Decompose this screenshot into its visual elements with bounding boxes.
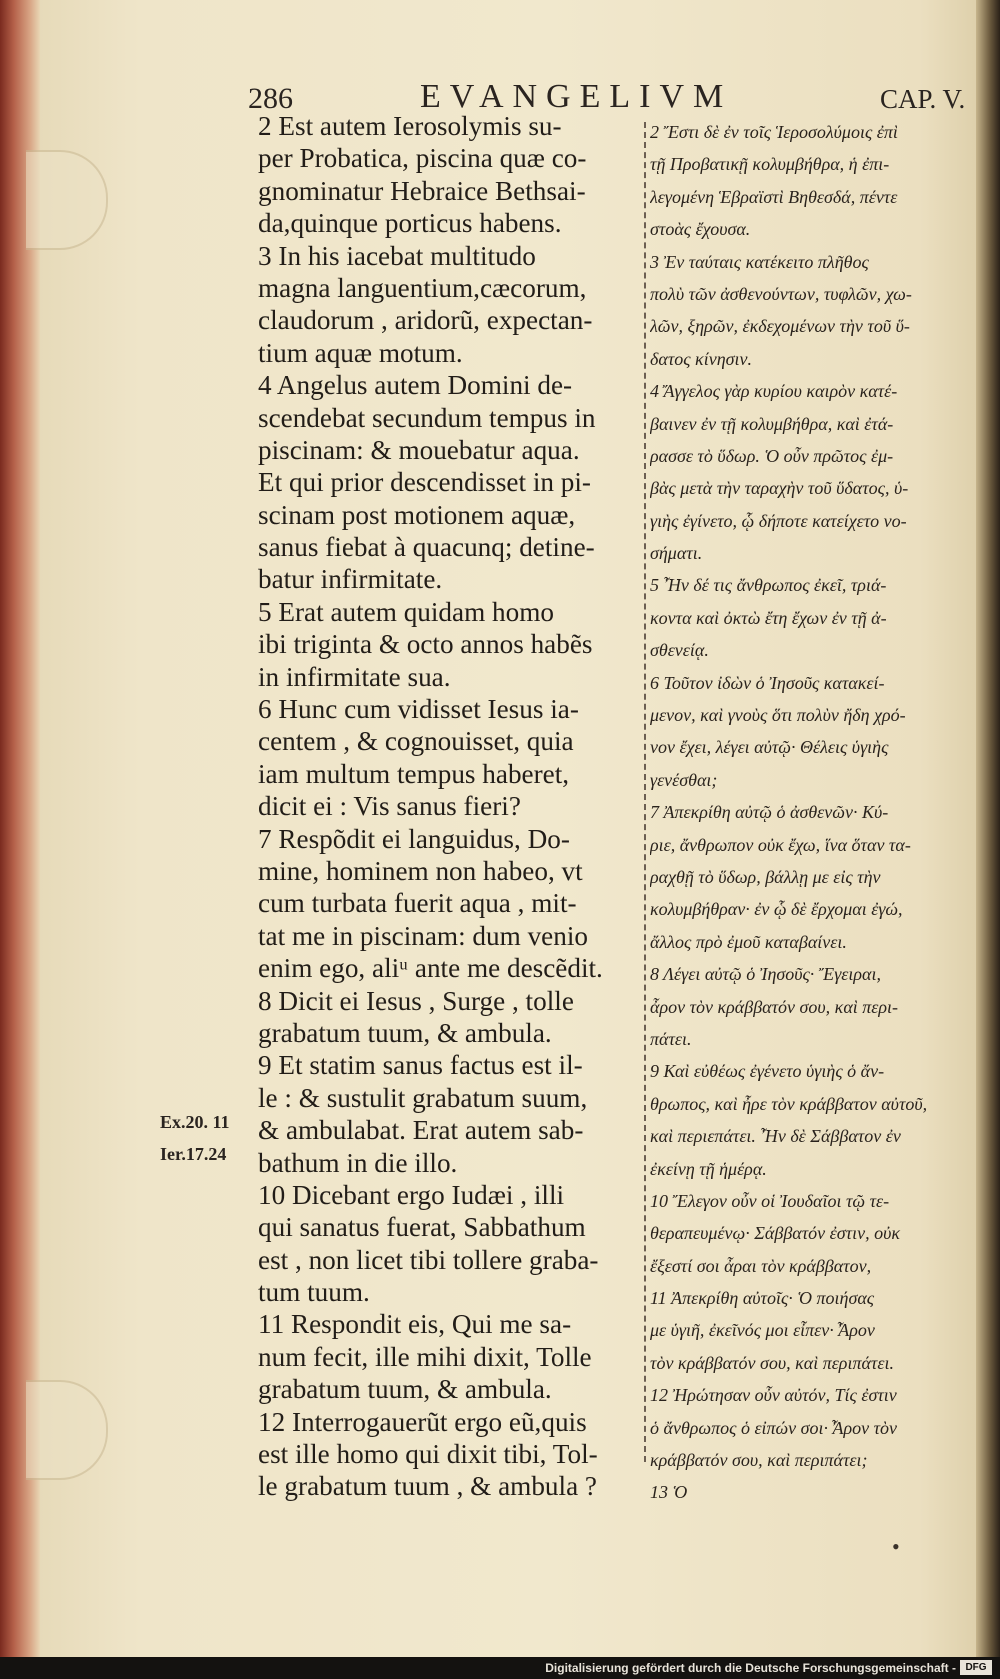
greek-column <box>650 116 965 1509</box>
column-divider <box>644 122 646 1462</box>
greek-text-line: θεραπευμένῳ· Σάββατόν ἐστιν, οὐκ <box>650 1223 900 1244</box>
greek-text-line: δατος κίνησιν. <box>650 348 752 369</box>
latin-text-line: 7 Respõdit ei languidus, Do- <box>258 823 570 854</box>
greek-text-line: με ὑγιῆ, ἐκεῖνός μοι εἶπεν· Ἆρον <box>650 1320 875 1341</box>
latin-text-line: 5 Erat autem quidam homo <box>258 596 554 627</box>
chapter-label: CAP. V. <box>880 84 966 114</box>
greek-text-line: ρασσε τὸ ὕδωρ. Ὁ οὖν πρῶτος ἐμ- <box>650 445 894 466</box>
greek-text-line: ἔξεστί σοι ἆραι τὸν κράββατον, <box>650 1255 872 1276</box>
page-tab-shadow <box>26 1380 108 1480</box>
greek-text-line: ὁ ἄνθρωπος ὁ εἰπών σοι· Ἆρον τὸν <box>650 1417 898 1438</box>
greek-text-line: ἐκείνῃ τῇ ἡμέρᾳ. <box>650 1158 767 1179</box>
latin-text-line: qui sanatus fuerat, Sabbathum <box>258 1212 586 1243</box>
greek-text-line: 9 Καὶ εὐθέως ἐγένετο ὑγιὴς ὁ ἄν- <box>650 1061 885 1082</box>
greek-text-line: 13 Ὁ <box>650 1482 688 1503</box>
latin-text-line: magna languentium,cæcorum, <box>258 272 587 303</box>
latin-text-line: est ille homo qui dixit tibi, Tol- <box>258 1439 598 1470</box>
page-number: 286 <box>248 82 293 115</box>
greek-text-line: γιὴς ἐγίνετο, ᾧ δήποτε κατείχετο νο- <box>650 510 907 531</box>
greek-text-line: ραχθῇ τὸ ὕδωρ, βάλλῃ με εἰς τὴν <box>650 866 881 887</box>
latin-text-line: ibi triginta & octo annos habẽs <box>258 629 593 660</box>
greek-text-line: τὸν κράββατόν σου, καὶ περιπάτει. <box>650 1352 894 1373</box>
margin-note: Ier.17.24 <box>160 1144 227 1164</box>
latin-text-line: 4 Angelus autem Domini de- <box>258 370 573 401</box>
greek-text-line: τῇ Προβατικῇ κολυμβήθρα, ἡ ἐπι- <box>650 154 890 175</box>
greek-text-line: λῶν, ξηρῶν, ἐκδεχομένων τὴν τοῦ ὕ- <box>650 316 910 337</box>
latin-text-line: 2 Est autem Ierosolymis su- <box>258 111 562 141</box>
latin-text-line: & ambulabat. Erat autem sab- <box>258 1115 584 1146</box>
latin-text-line: 11 Respondit eis, Qui me sa- <box>258 1309 572 1340</box>
greek-text-line: 2 Ἔστι δὲ ἐν τοῖς Ἱεροσολύμοις ἐπὶ <box>650 122 898 142</box>
greek-text-line: βὰς μετὰ τὴν ταραχὴν τοῦ ὕδατος, ὑ- <box>650 478 909 499</box>
latin-text-line: 3 In his iacebat multitudo <box>258 240 536 271</box>
page-tab-shadow <box>26 150 108 250</box>
latin-text-line: gnominatur Hebraice Bethsai- <box>258 175 586 206</box>
running-title: EVANGELIVM <box>420 78 733 115</box>
greek-text-line: ἆρον τὸν κράββατόν σου, καὶ περι- <box>650 996 899 1017</box>
greek-text-line: σθενείᾳ. <box>650 640 709 661</box>
greek-text-line: γενέσθαι; <box>650 769 718 790</box>
latin-text-line: le : & sustulit grabatum suum, <box>258 1082 588 1113</box>
latin-text-line: scendebat secundum tempus in <box>258 402 596 433</box>
latin-text-line: enim ego, aliᵘ ante me descẽdit. <box>258 953 603 984</box>
greek-text-line: πολὺ τῶν ἀσθενούντων, τυφλῶν, χω- <box>650 283 912 304</box>
latin-text-line: 12 Interrogauerũt ergo eũ,quis <box>258 1406 587 1437</box>
latin-text-line: centem , & cognouisset, quia <box>258 726 574 757</box>
greek-text-line: 11 Ἀπεκρίθη αὐτοῖς· Ὁ ποιήσας <box>650 1288 875 1309</box>
dfg-logo: DFG <box>960 1660 992 1675</box>
latin-text-line: 9 Et statim sanus factus est il- <box>258 1050 583 1081</box>
footer-bar <box>0 1657 1000 1679</box>
greek-text-line: ἄλλος πρὸ ἐμοῦ καταβαίνει. <box>650 931 847 952</box>
greek-text-line: 3 Ἐν ταύταις κατέκειτο πλῆθος <box>650 251 869 272</box>
latin-text-line: dicit ei : Vis sanus fieri? <box>258 791 521 822</box>
greek-text-line: καὶ περιεπάτει. Ἦν δὲ Σάββατον ἐν <box>650 1126 901 1147</box>
latin-text-line: est , non licet tibi tollere graba- <box>258 1244 599 1275</box>
margin-note: Ex.20. 11 <box>160 1112 230 1132</box>
latin-text-line: grabatum tuum, & ambula. <box>258 1374 552 1405</box>
greek-text-line: λεγομένη Ἑβραϊστὶ Βηθεσδά, πέντε <box>650 186 898 207</box>
greek-text-line: 8 Λέγει αὐτῷ ὁ Ἰησοῦς· Ἔγειραι, <box>650 964 881 985</box>
latin-text-line: sanus fiebat à quacunq; detine- <box>258 532 595 563</box>
greek-text-line: 4 Ἄγγελος γὰρ κυρίου καιρὸν κατέ- <box>650 381 898 402</box>
greek-text-line: 5 Ἦν δέ τις ἄνθρωπος ἐκεῖ, τριά- <box>650 575 887 596</box>
greek-text-line: 7 Ἀπεκρίθη αὐτῷ ὁ ἀσθενῶν· Κύ- <box>650 802 889 823</box>
latin-text-line: per Probatica, piscina quæ co- <box>258 143 587 174</box>
greek-text-line: ριε, ἄνθρωπον οὐκ ἔχω, ἵνα ὅταν τα- <box>650 834 911 855</box>
latin-text-line: tat me in piscinam: dum venio <box>258 920 588 951</box>
greek-text-line: κράββατόν σου, καὶ περιπάτει; <box>650 1450 868 1471</box>
greek-text-line: 10 Ἔλεγον οὖν οἱ Ἰουδαῖοι τῷ τε- <box>650 1190 890 1211</box>
latin-text-line: 8 Dicit ei Iesus , Surge , tolle <box>258 985 574 1016</box>
latin-text-line: Et qui prior descendisset in pi- <box>258 467 591 498</box>
latin-text-line: claudorum , aridorũ, expectan- <box>258 305 593 336</box>
latin-text-line: bathum in die illo. <box>258 1147 458 1178</box>
latin-column <box>258 110 642 1503</box>
latin-text-line: piscinam: & mouebatur aqua. <box>258 434 580 465</box>
latin-text-line: grabatum tuum, & ambula. <box>258 1017 552 1048</box>
greek-text-line: μενον, καὶ γνοὺς ὅτι πολὺν ἤδη χρό- <box>650 705 906 726</box>
page-mark: • <box>892 1534 900 1559</box>
greek-text-line: πάτει. <box>650 1028 692 1049</box>
latin-text-line: num fecit, ille mihi dixit, Tolle <box>258 1341 592 1372</box>
greek-text-line: στοὰς ἔχουσα. <box>650 219 751 240</box>
latin-text-line: mine, hominem non habeo, vt <box>258 855 583 886</box>
page-edge-right <box>976 0 1000 1679</box>
latin-text-line: 6 Hunc cum vidisset Iesus ia- <box>258 694 579 725</box>
footer-text: Digitalisierung gefördert durch die Deutsche Forschungsgemeinschaft - <box>545 1661 956 1675</box>
latin-text-line: le grabatum tuum , & ambula ? <box>258 1471 597 1502</box>
latin-text-line: tum tuum. <box>258 1277 370 1308</box>
latin-text-line: batur infirmitate. <box>258 564 443 595</box>
greek-text-line: βαινεν ἐν τῇ κολυμβήθρα, καὶ ἐτά- <box>650 413 894 434</box>
greek-text-line: σήματι. <box>650 543 703 564</box>
latin-text-line: 10 Dicebant ergo Iudæi , illi <box>258 1179 565 1210</box>
greek-text-line: κοντα καὶ ὀκτὼ ἔτη ἔχων ἐν τῇ ἀ- <box>650 607 887 628</box>
latin-text-line: cum turbata fuerit aqua , mit- <box>258 888 577 919</box>
latin-text-line: da,quinque porticus habens. <box>258 208 562 239</box>
latin-text-line: scinam post motionem aquæ, <box>258 499 576 530</box>
greek-text-line: νον ἔχει, λέγει αὐτῷ· Θέλεις ὑγιὴς <box>650 737 889 758</box>
greek-text-line: 12 Ἠρώτησαν οὖν αὐτόν, Τίς ἐστιν <box>650 1385 897 1406</box>
greek-text-line: θρωπος, καὶ ἦρε τὸν κράββατον αὐτοῦ, <box>650 1093 928 1114</box>
greek-text-line: κολυμβήθραν· ἐν ᾧ δὲ ἔρχομαι ἐγώ, <box>650 899 903 920</box>
latin-text-line: iam multum tempus haberet, <box>258 758 570 789</box>
latin-text-line: in infirmitate sua. <box>258 661 451 692</box>
latin-text-line: tium aquæ motum. <box>258 337 463 368</box>
greek-text-line: 6 Τοῦτον ἰδὼν ὁ Ἰησοῦς κατακεί- <box>650 672 885 693</box>
